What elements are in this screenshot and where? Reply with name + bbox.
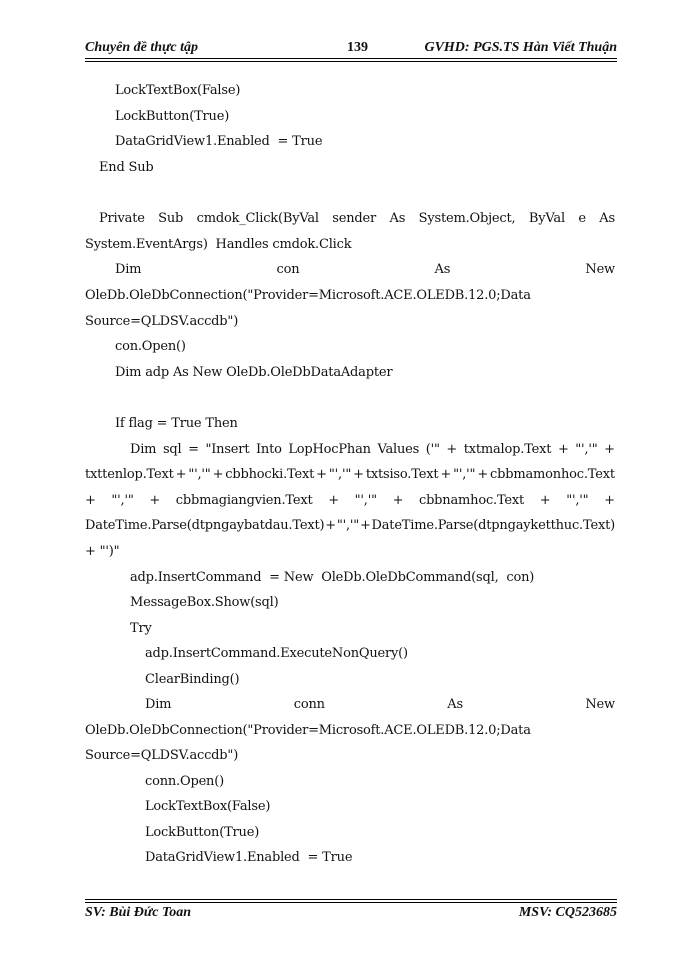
page-header — [85, 40, 617, 60]
code-token: cbbhocki.Text — [225, 467, 315, 482]
code-token: Dim — [115, 262, 142, 277]
page-number: 139 — [347, 40, 368, 55]
code-line: LockButton(True) — [115, 109, 230, 124]
code-token: cbbmamonhoc.Text — [490, 467, 615, 482]
code-line: Try — [130, 621, 152, 636]
code-line: conn.Open() — [145, 774, 224, 789]
code-line: Dim adp As New OleDb.OleDbDataAdapter — [115, 365, 393, 380]
code-line: LockTextBox(False) — [115, 83, 241, 98]
code-token: e — [578, 211, 586, 226]
code-token: As — [389, 211, 406, 226]
code-line-justified — [85, 493, 615, 509]
code-token: + — [316, 467, 327, 482]
code-token: + — [440, 467, 452, 482]
code-token: + — [175, 467, 187, 482]
code-line: con.Open() — [115, 339, 186, 354]
code-token: + — [539, 493, 551, 508]
code-line-justified — [145, 697, 615, 713]
code-token: txtmalop.Text — [463, 442, 552, 457]
code-line: LockTextBox(False) — [145, 799, 271, 814]
code-token: + — [85, 493, 96, 508]
code-token: "','" — [111, 493, 134, 508]
code-token: sql — [162, 442, 182, 457]
code-token: "','" — [453, 467, 476, 482]
code-token: txttenlop.Text — [85, 467, 174, 482]
code-token: "','" — [336, 518, 360, 533]
code-token: + — [149, 493, 161, 508]
code-token: Dim — [145, 697, 172, 712]
page-footer — [85, 905, 617, 925]
code-token: con — [276, 262, 300, 277]
code-token: txtsiso.Text — [365, 467, 439, 482]
code-token: As — [447, 697, 463, 712]
code-line: End Sub — [99, 160, 154, 175]
code-token: Sub — [158, 211, 184, 226]
code-token: New — [585, 262, 615, 277]
footer-student-id: MSV: CQ523685 — [518, 905, 617, 920]
code-token: + — [353, 467, 364, 482]
code-token: + — [477, 467, 489, 482]
code-token: + — [557, 442, 569, 457]
header-supervisor: GVHD: PGS.TS Hàn Viết Thuận — [424, 40, 617, 55]
code-token: New — [585, 697, 615, 712]
code-line: Source=QLDSV.accdb") — [85, 314, 239, 329]
code-token: = — [188, 442, 199, 457]
code-line: DataGridView1.Enabled = True — [145, 850, 353, 865]
code-token: "','" — [566, 493, 589, 508]
code-token: + — [604, 442, 615, 457]
code-token: "','" — [354, 493, 377, 508]
code-line: adp.InsertCommand.ExecuteNonQuery() — [145, 646, 408, 661]
code-token: + — [328, 493, 339, 508]
code-token: cmdok_Click(ByVal — [196, 211, 319, 226]
code-line-justified — [130, 442, 615, 458]
code-token: System.Object, — [418, 211, 516, 226]
code-token: + — [325, 518, 336, 533]
code-token: Into — [255, 442, 282, 457]
code-token: + — [359, 518, 371, 533]
code-line: Source=QLDSV.accdb") — [85, 748, 239, 763]
code-token: DateTime.Parse(dtpngayketthuc.Text) — [371, 518, 615, 533]
code-token: DateTime.Parse(dtpngaybatdau.Text) — [85, 518, 325, 533]
code-token: "','" — [188, 467, 211, 482]
code-token: LopHocPhan — [288, 442, 371, 457]
code-line-justified — [85, 518, 615, 534]
code-token: Values — [377, 442, 420, 457]
code-token: sender — [332, 211, 377, 226]
code-token: ByVal — [528, 211, 565, 226]
code-token: + — [604, 493, 615, 508]
code-line: OleDb.OleDbConnection("Provider=Microsoft.ACE.OLEDB.12.0;Data — [85, 288, 531, 303]
code-line-justified — [115, 262, 615, 278]
code-line-justified — [99, 211, 615, 227]
code-line: + "')" — [85, 544, 120, 559]
code-token: As — [599, 211, 615, 226]
code-token: "','" — [575, 442, 598, 457]
header-topic: Chuyên đề thực tập — [85, 40, 199, 55]
header-rule-thin — [85, 61, 617, 62]
code-token: "Insert — [205, 442, 250, 457]
code-token: conn — [293, 697, 325, 712]
footer-rule — [85, 899, 617, 900]
code-token: + — [446, 442, 458, 457]
code-line: LockButton(True) — [145, 825, 260, 840]
code-token: "','" — [328, 467, 352, 482]
code-line: ClearBinding() — [145, 672, 240, 687]
code-token: ('" — [425, 442, 440, 457]
code-line: DataGridView1.Enabled = True — [115, 134, 323, 149]
code-token: Dim — [130, 442, 157, 457]
code-line: If flag = True Then — [115, 416, 238, 431]
code-token: Private — [99, 211, 145, 226]
code-token: cbbmagiangvien.Text — [175, 493, 313, 508]
code-token: cbbnamhoc.Text — [418, 493, 525, 508]
code-line-justified — [85, 467, 615, 483]
header-rule — [85, 58, 617, 59]
code-line: OleDb.OleDbConnection("Provider=Microsoft.ACE.OLEDB.12.0;Data — [85, 723, 531, 738]
code-line: System.EventArgs) Handles cmdok.Click — [85, 237, 352, 252]
code-token: + — [212, 467, 224, 482]
code-token: + — [392, 493, 404, 508]
code-token: As — [434, 262, 451, 277]
code-line: MessageBox.Show(sql) — [130, 595, 279, 610]
footer-rule-thin — [85, 902, 617, 903]
footer-student: SV: Bùi Đức Toan — [85, 905, 192, 920]
code-line: adp.InsertCommand = New OleDb.OleDbCommand(sql, con) — [130, 570, 535, 585]
